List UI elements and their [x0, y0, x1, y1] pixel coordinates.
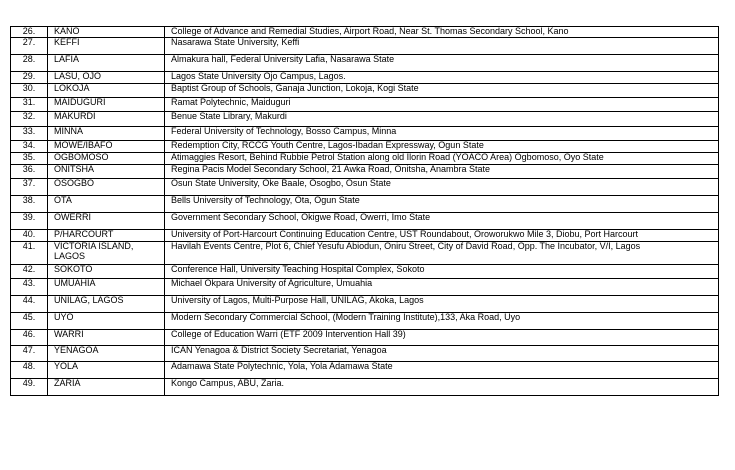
table-row [11, 379, 719, 396]
venue-cell: Michael Okpara University of Agriculture, Umuahia [165, 279, 719, 296]
table-row [11, 279, 719, 296]
city-cell: UNILAG, LAGOS [48, 296, 165, 313]
city-cell: YENAGOA [48, 346, 165, 362]
row-number: 48. [11, 362, 48, 379]
city-cell: KEFFI [48, 38, 165, 55]
table-row [11, 127, 719, 141]
venue-cell: Kongo Campus, ABU, Zaria. [165, 379, 719, 396]
city-cell: YOLA [48, 362, 165, 379]
row-number: 29. [11, 72, 48, 84]
table-row [11, 196, 719, 213]
venue-cell: Osun State University, Oke Baale, Osogbo, Osun State [165, 179, 719, 196]
venue-cell: College of Advance and Remedial Studies, Airport Road, Near St. Thomas Secondary School, Kano [165, 27, 719, 38]
table-row [11, 84, 719, 98]
venue-cell: Havilah Events Centre, Plot 6, Chief Yesufu Abiodun, Oniru Street, City of David Road, Opp. The Incubator, V/I, Lagos [165, 242, 719, 265]
city-cell: OGBOMOSO [48, 153, 165, 165]
venue-cell: Federal University of Technology, Bosso Campus, Minna [165, 127, 719, 141]
city-cell: MOWE/IBAFO [48, 141, 165, 153]
row-number: 38. [11, 196, 48, 213]
venue-cell: Ramat Polytechnic, Maiduguri [165, 98, 719, 112]
row-number: 41. [11, 242, 48, 265]
table-row [11, 179, 719, 196]
city-cell: VICTORIA ISLAND, LAGOS [48, 242, 165, 265]
row-number: 34. [11, 141, 48, 153]
table-row [11, 265, 719, 279]
venue-cell: Adamawa State Polytechnic, Yola, Yola Adamawa State [165, 362, 719, 379]
venue-cell: University of Port-Harcourt Continuing Education Centre, UST Roundabout, Oroworukwo Mile 3, Diobu, Port Harcourt [165, 230, 719, 242]
city-cell: LOKOJA [48, 84, 165, 98]
venue-cell: Benue State Library, Makurdi [165, 112, 719, 127]
table-row [11, 346, 719, 362]
table-row [11, 362, 719, 379]
venue-cell: Regina Pacis Model Secondary School, 21 Awka Road, Onitsha, Anambra State [165, 165, 719, 179]
city-cell: ONITSHA [48, 165, 165, 179]
table-row [11, 165, 719, 179]
row-number: 28. [11, 55, 48, 72]
row-number: 45. [11, 313, 48, 330]
city-cell: OTA [48, 196, 165, 213]
row-number: 35. [11, 153, 48, 165]
venue-table-container [10, 26, 718, 396]
city-cell: ZARIA [48, 379, 165, 396]
city-cell: SOKOTO [48, 265, 165, 279]
row-number: 27. [11, 38, 48, 55]
row-number: 43. [11, 279, 48, 296]
venue-table-body [11, 27, 719, 396]
venue-cell: ICAN Yenagoa & District Society Secretariat, Yenagoa [165, 346, 719, 362]
venue-cell: Conference Hall, University Teaching Hospital Complex, Sokoto [165, 265, 719, 279]
venue-cell: University of Lagos, Multi-Purpose Hall, UNILAG, Akoka, Lagos [165, 296, 719, 313]
table-row [11, 55, 719, 72]
venue-cell: Bells University of Technology, Ota, Ogun State [165, 196, 719, 213]
table-row [11, 98, 719, 112]
table-row [11, 72, 719, 84]
city-cell: LAFIA [48, 55, 165, 72]
table-row [11, 213, 719, 230]
venue-cell: Baptist Group of Schools, Ganaja Junction, Lokoja, Kogi State [165, 84, 719, 98]
venue-cell: Redemption City, RCCG Youth Centre, Lagos-Ibadan Expressway, Ogun State [165, 141, 719, 153]
city-cell: MAIDUGURI [48, 98, 165, 112]
table-row [11, 112, 719, 127]
city-cell: MAKURDI [48, 112, 165, 127]
row-number: 44. [11, 296, 48, 313]
row-number: 36. [11, 165, 48, 179]
table-row [11, 230, 719, 242]
row-number: 49. [11, 379, 48, 396]
city-cell: KANO [48, 27, 165, 38]
city-cell: MINNA [48, 127, 165, 141]
table-row [11, 242, 719, 265]
venue-cell: Almakura hall, Federal University Lafia, Nasarawa State [165, 55, 719, 72]
row-number: 39. [11, 213, 48, 230]
row-number: 42. [11, 265, 48, 279]
venue-cell: Nasarawa State University, Keffi [165, 38, 719, 55]
table-row [11, 330, 719, 346]
city-cell: OWERRI [48, 213, 165, 230]
table-row [11, 153, 719, 165]
city-cell: UMUAHIA [48, 279, 165, 296]
row-number: 33. [11, 127, 48, 141]
table-row [11, 38, 719, 55]
table-row [11, 296, 719, 313]
venue-cell: Government Secondary School, Okigwe Road, Owerri, Imo State [165, 213, 719, 230]
row-number: 40. [11, 230, 48, 242]
city-cell: OSOGBO [48, 179, 165, 196]
venue-table [10, 26, 719, 396]
venue-cell: College of Education Warri (ETF 2009 Intervention Hall 39) [165, 330, 719, 346]
row-number: 32. [11, 112, 48, 127]
row-number: 31. [11, 98, 48, 112]
row-number: 47. [11, 346, 48, 362]
table-row [11, 27, 719, 38]
venue-cell: Modern Secondary Commercial School, (Modern Training Institute),133, Aka Road, Uyo [165, 313, 719, 330]
venue-cell: Atimaggies Resort, Behind Rubbie Petrol Station along old Ilorin Road (YOACO Area) Ogbomoso, Oyo State [165, 153, 719, 165]
city-cell: UYO [48, 313, 165, 330]
venue-cell: Lagos State University Ojo Campus, Lagos. [165, 72, 719, 84]
city-cell: LASU, OJO [48, 72, 165, 84]
row-number: 46. [11, 330, 48, 346]
row-number: 26. [11, 27, 48, 38]
city-cell: P/HARCOURT [48, 230, 165, 242]
row-number: 37. [11, 179, 48, 196]
table-row [11, 313, 719, 330]
city-cell: WARRI [48, 330, 165, 346]
table-row [11, 141, 719, 153]
row-number: 30. [11, 84, 48, 98]
